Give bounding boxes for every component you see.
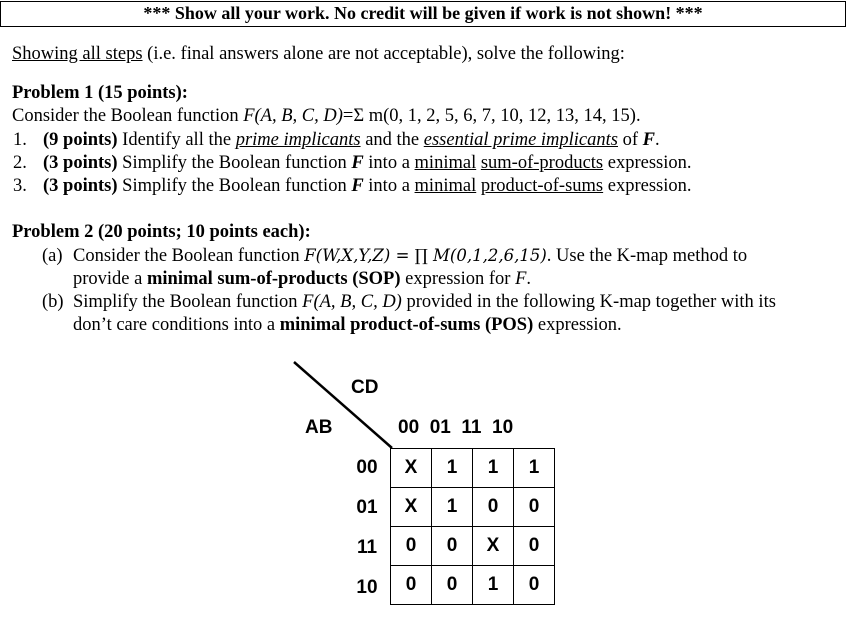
- problem2a-product-symbol: = ∏: [390, 246, 434, 265]
- problem1-function: F(A, B, C, D): [243, 106, 343, 126]
- item1-text-d: .: [655, 130, 660, 150]
- item1-var: F: [642, 130, 655, 150]
- item1-text-b: and the: [360, 130, 424, 150]
- item3-var: F: [351, 176, 364, 196]
- problem2b-line2-prefix: don’t care conditions into a: [73, 315, 280, 335]
- kmap-cell: 0: [391, 566, 432, 605]
- item3-product-of-sums: product-of-sums: [480, 176, 604, 196]
- kmap-row: [391, 566, 555, 605]
- problem1-item1-number: 1.: [13, 130, 27, 150]
- kmap-cell: X: [473, 527, 514, 566]
- problem1-heading-text: Problem 1 (15 points):: [12, 83, 188, 103]
- item2-var: F: [351, 153, 364, 173]
- intro-line: [12, 44, 625, 65]
- item1-text-c: of: [617, 130, 643, 150]
- problem1-item2-number: 2.: [13, 153, 27, 173]
- problem2b-label: (b): [42, 292, 64, 312]
- item1-text-a: Identify all the: [117, 130, 236, 150]
- kmap-cell: 0: [514, 527, 555, 566]
- item2-sum-of-products: sum-of-products: [480, 153, 604, 173]
- kmap-cell: 1: [432, 488, 473, 527]
- item2-text-a: Simplify the Boolean function: [117, 153, 352, 173]
- problem2b-line2: [73, 315, 622, 336]
- kmap-cell: 0: [473, 488, 514, 527]
- problem2a-function: F(W,X,Y,Z): [304, 246, 391, 265]
- problem2a-line2-end: .: [526, 269, 532, 289]
- kmap-row-label: 00: [356, 457, 378, 478]
- item1-essential-prime-implicants: essential prime implicants: [423, 130, 618, 150]
- intro-underlined: Showing all steps: [12, 44, 143, 64]
- problem1-item3-number: 3.: [13, 176, 27, 196]
- item2-points: (3 points): [43, 153, 118, 173]
- problem2b-prefix: Simplify the Boolean function: [73, 292, 303, 312]
- kmap-row-variable: AB: [305, 417, 333, 438]
- problem2a-line2: [73, 269, 531, 290]
- problem1-item2: [43, 153, 692, 174]
- problem2b-line1: [73, 292, 776, 313]
- problem1-minterms: =Σ m(0, 1, 2, 5, 6, 7, 10, 12, 13, 14, 15).: [342, 106, 641, 126]
- problem2a-rest: . Use the K-map method to: [546, 246, 748, 266]
- problem1-item1: [43, 130, 660, 151]
- problem2b-function: F(A, B, C, D): [302, 292, 402, 312]
- problem2a-var: F: [515, 269, 527, 289]
- kmap-cell: 0: [514, 566, 555, 605]
- kmap-grid: [390, 448, 555, 605]
- kmap-cell: 0: [514, 488, 555, 527]
- kmap-cell: 1: [473, 449, 514, 488]
- item3-text-d: expression.: [603, 176, 692, 196]
- item1-prime-implicants: prime implicants: [235, 130, 361, 150]
- problem2b-rest: provided in the following K-map together with its: [401, 292, 776, 312]
- kmap-row-label: 10: [356, 577, 378, 598]
- item2-minimal: minimal: [414, 153, 477, 173]
- kmap-cell: 0: [391, 527, 432, 566]
- problem2a-label: (a): [42, 246, 63, 266]
- problem1-statement: [12, 106, 641, 127]
- problem2a-maxterms: M(0,1,2,6,15): [433, 246, 547, 265]
- problem1-item3: [43, 176, 692, 197]
- kmap-row-label: 11: [356, 537, 378, 558]
- kmap-cell: 1: [473, 566, 514, 605]
- problem2a-sop: minimal sum-of-products (SOP): [146, 269, 401, 289]
- item3-minimal: minimal: [414, 176, 477, 196]
- problem2-heading: [12, 222, 311, 243]
- item2-text-b: into a: [363, 153, 415, 173]
- kmap-row-label: 01: [356, 497, 378, 518]
- item3-points: (3 points): [43, 176, 118, 196]
- problem2b-pos: minimal product-of-sums (POS): [279, 315, 534, 335]
- item3-text-b: into a: [363, 176, 415, 196]
- problem2b-line2-rest: expression.: [533, 315, 622, 335]
- problem2a-line2-prefix: provide a: [73, 269, 147, 289]
- kmap-col-headers: 00 01 11 10: [398, 417, 514, 438]
- problem2a-prefix: Consider the Boolean function: [73, 246, 305, 266]
- instructions-banner: *** Show all your work. No credit will be given if work is not shown! ***: [0, 1, 846, 27]
- kmap-cell: 1: [432, 449, 473, 488]
- kmap-cell: X: [391, 449, 432, 488]
- kmap-cell: 0: [432, 527, 473, 566]
- problem1-statement-prefix: Consider the Boolean function: [12, 106, 244, 126]
- item2-text-d: expression.: [603, 153, 692, 173]
- problem2a-line2-rest: expression for: [400, 269, 516, 289]
- kmap-row: [391, 527, 555, 566]
- intro-rest: (i.e. final answers alone are not acceptable), solve the following:: [142, 44, 625, 64]
- kmap-row: [391, 488, 555, 527]
- kmap-row: [391, 449, 555, 488]
- kmap-cell: 0: [432, 566, 473, 605]
- item1-points: (9 points): [43, 130, 118, 150]
- problem1-heading: [12, 83, 188, 104]
- item3-text-a: Simplify the Boolean function: [117, 176, 352, 196]
- problem2-heading-text: Problem 2 (20 points; 10 points each):: [12, 222, 311, 242]
- kmap-col-variable: CD: [351, 377, 379, 398]
- problem2a-line1: [73, 246, 747, 267]
- kmap-cell: 1: [514, 449, 555, 488]
- kmap-cell: X: [391, 488, 432, 527]
